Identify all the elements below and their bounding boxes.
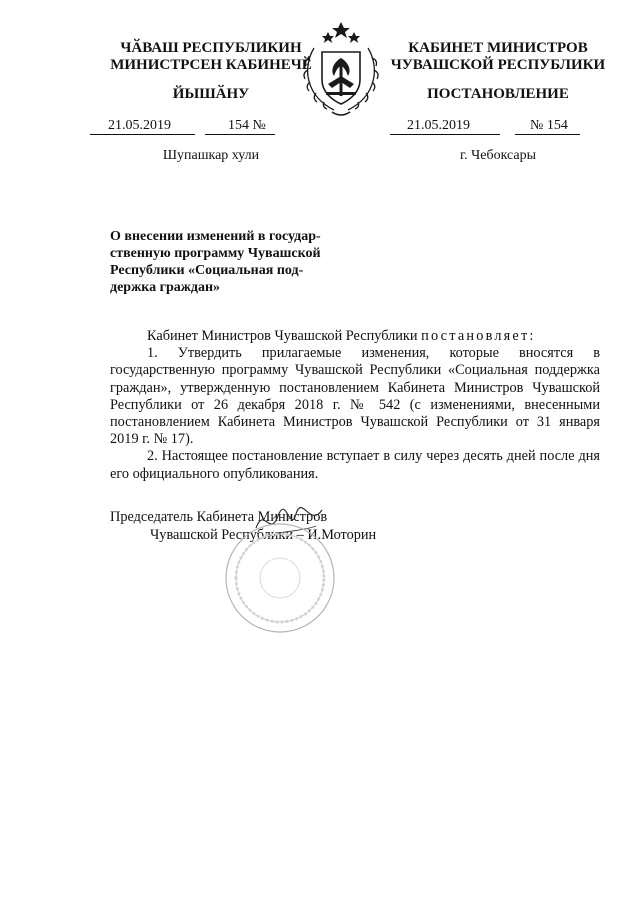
intro-text: Кабинет Министров Чувашской Республики xyxy=(147,328,418,344)
subject-line: держка граждан» xyxy=(110,280,221,295)
paragraph-2: 2. Настоящее постановление вступает в силу через десять дней после дня его официального опубликования. xyxy=(110,448,600,482)
right-doc-type: ПОСТАНОВЛЕНИЕ xyxy=(427,86,569,102)
intro-paragraph xyxy=(110,328,600,345)
right-org-line1: КАБИНЕТ МИНИСТРОВ xyxy=(408,40,588,56)
left-org-line2: МИНИСТРСЕН КАБИНЕЧӖ xyxy=(110,57,312,73)
left-org-line1: ЧӐВАШ РЕСПУБЛИКИН xyxy=(120,40,302,56)
left-org-name xyxy=(96,40,326,74)
subject-line: Республики «Социальная под- xyxy=(110,263,304,278)
intro-verb: постановляет: xyxy=(421,328,536,344)
subject-line: ственную программу Чувашской xyxy=(110,246,321,261)
right-place: г. Чебоксары xyxy=(459,148,537,163)
right-number-underline xyxy=(515,134,580,135)
signature-line1: Председатель Кабинета Министров xyxy=(110,509,328,525)
right-date-underline xyxy=(390,134,500,135)
right-org-name xyxy=(378,40,618,74)
right-date: 21.05.2019 xyxy=(407,118,470,133)
paragraph-1: 1. Утвердить прилагаемые изменения, которые вносятся в государственную программу Чувашской Республики «Социальная поддержка граждан», утвержденную постановлением Кабинета Министров Чувашской Республики от 26 декабря 2018 г. № 542 (с изменениями, внесенными постановлением Кабинета Министров Чувашской Республики от 31 января 2019 г. № 17). xyxy=(110,345,600,448)
left-number-underline xyxy=(205,134,275,135)
right-number: № 154 xyxy=(530,118,568,133)
document-body xyxy=(110,328,600,483)
document-subject xyxy=(110,228,346,296)
left-doc-type: ЙЫШӐНУ xyxy=(172,86,250,102)
right-org-line2: ЧУВАШСКОЙ РЕСПУБЛИКИ xyxy=(390,57,606,73)
subject-line: О внесении изменений в государ- xyxy=(110,229,321,244)
signature-line2: Чувашской Республики – И.Моторин xyxy=(150,527,377,543)
left-number: 154 № xyxy=(228,118,266,133)
official-stamp-icon xyxy=(222,520,338,636)
left-place: Шупашкар хули xyxy=(162,148,260,163)
chuvash-coat-of-arms-icon xyxy=(298,18,384,118)
left-date: 21.05.2019 xyxy=(108,118,171,133)
left-date-underline xyxy=(90,134,195,135)
